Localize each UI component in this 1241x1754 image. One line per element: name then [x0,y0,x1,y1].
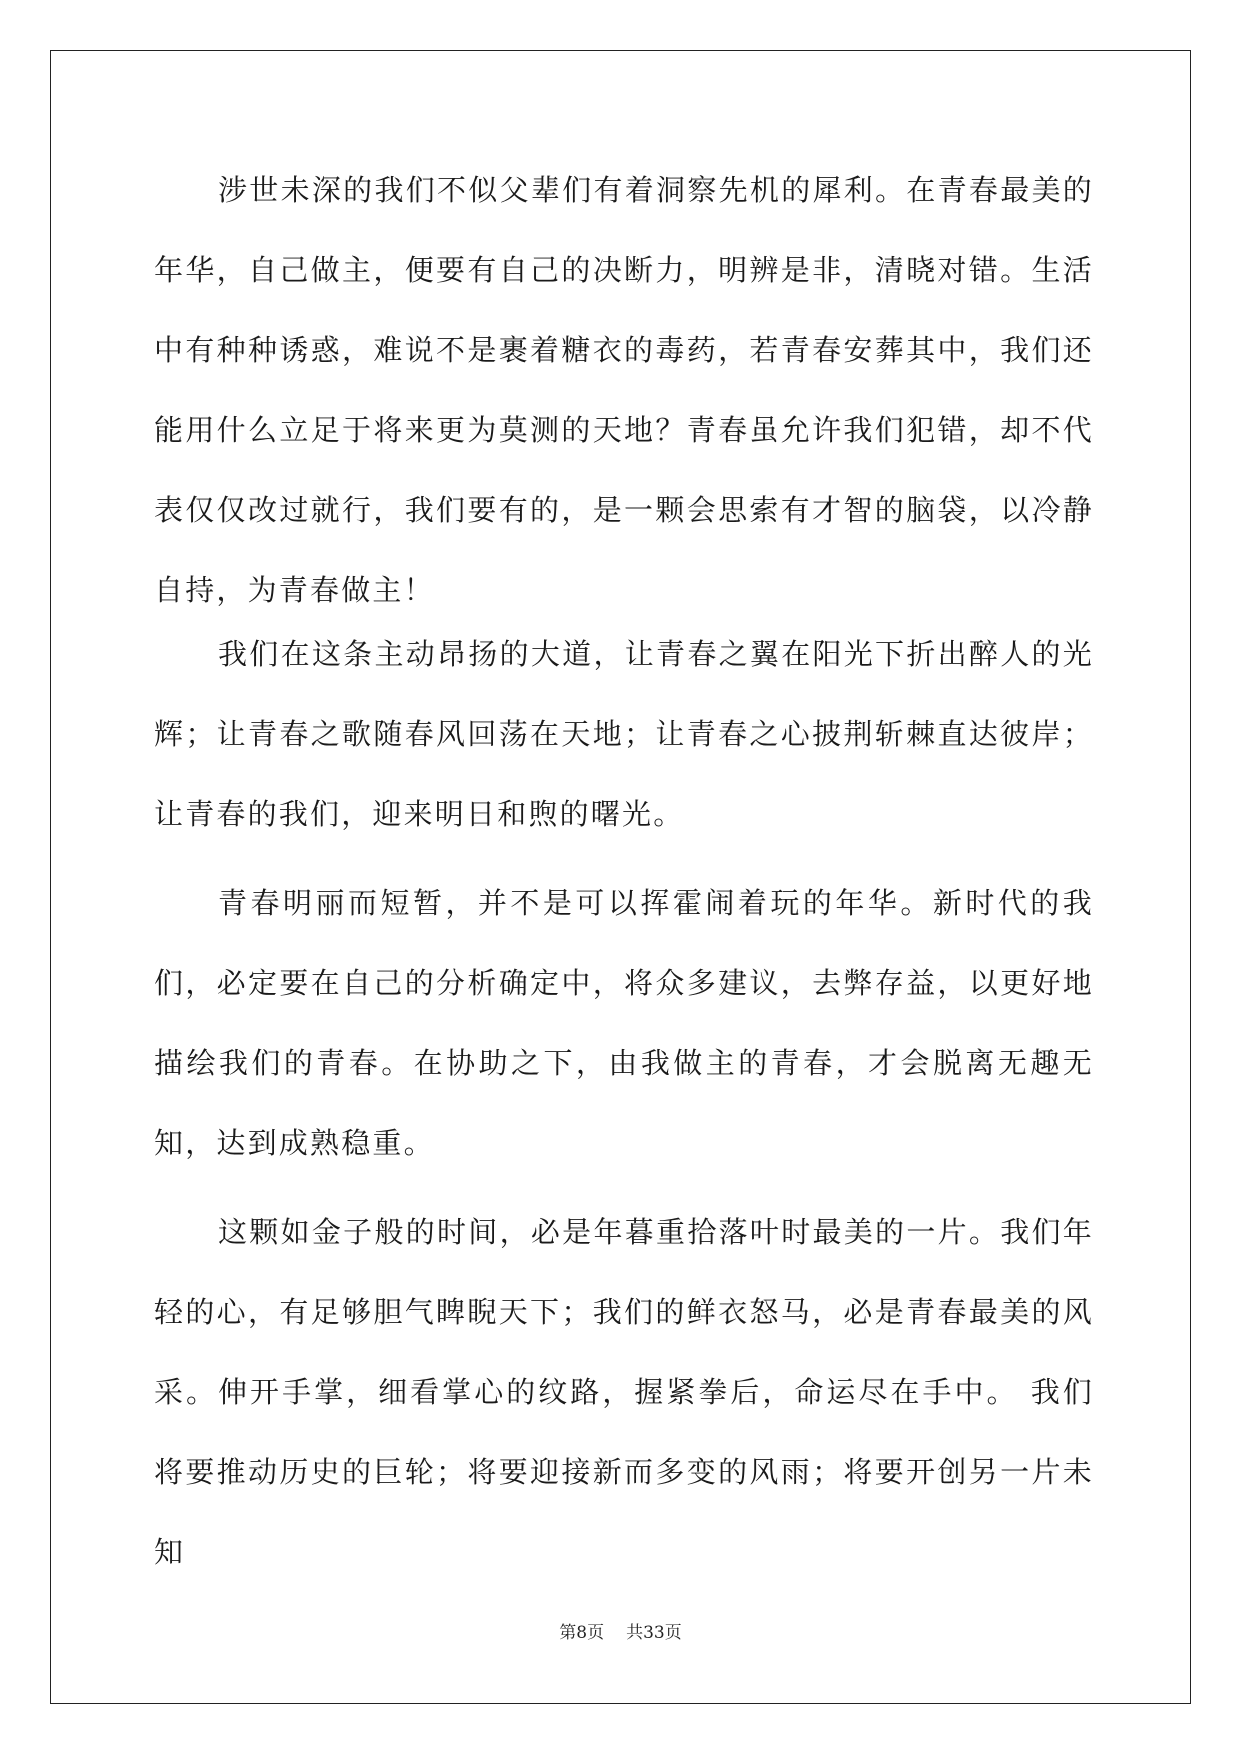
total-pages: 共33页 [626,1623,682,1643]
paragraph-3: 青春明丽而短暂，并不是可以挥霍闹着玩的年华。新时代的我们，必定要在自己的分析确定中，将众多建议，去弊存益，以更好地描绘我们的青春。在协助之下，由我做主的青春，才会脱离无趣无知，达到成熟稳重。 [154,886,1094,1160]
page-footer [0,1618,1241,1643]
paragraph-2: 我们在这条主动昂扬的大道，让青春之翼在阳光下折出醉人的光辉；让青春之歌随春风回荡在天地；让青春之心披荆斩棘直达彼岸；让青春的我们，迎来明日和煦的曙光。 [154,637,1094,831]
current-page-number: 第8页 [559,1623,605,1643]
paragraph-1: 涉世未深的我们不似父辈们有着洞察先机的犀利。在青春最美的年华，自己做主，便要有自己的决断力，明辨是非，清晓对错。生活中有种种诱惑，难说不是裹着糖衣的毒药，若青春安葬其中，我们还能用什么立足于将来更为莫测的天地？青春虽允许我们犯错，却不代表仅仅改过就行，我们要有的，是一颗会思索有才智的脑袋，以冷静自持，为青春做主！ [154,173,1094,607]
paragraph-4: 这颗如金子般的时间，必是年暮重拾落叶时最美的一片。我们年轻的心，有足够胆气睥睨天下；我们的鲜衣怒马，必是青春最美的风采。伸开手掌，细看掌心的纹路，握紧拳后，命运尽在手中。 我们将要推动历史的巨轮；将要迎接新而多变的风雨；将要开创另一片未知 [154,1215,1094,1569]
